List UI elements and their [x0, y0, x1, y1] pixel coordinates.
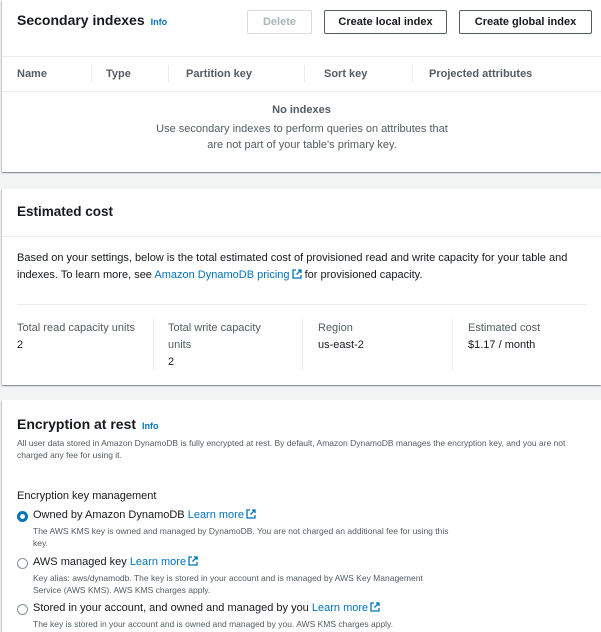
secondary-indexes-info-link[interactable]: Info	[150, 17, 168, 27]
total-write-capacity-value: 2	[168, 356, 175, 368]
external-link-icon	[370, 602, 380, 612]
option-title-text: Stored in your account, and owned and managed by you	[33, 602, 309, 614]
option-description: The AWS KMS key is owned and managed by DynamoDB. You are not charged an additional fee for using this key.	[33, 526, 449, 548]
radio-icon[interactable]	[17, 558, 28, 569]
learn-more-link-label[interactable]: Learn more	[129, 556, 187, 568]
option-description: The key is stored in your account and is owned and managed by you. AWS KMS charges apply.	[33, 619, 394, 629]
estimated-cost-header	[2, 189, 601, 237]
cost-desc-text: Based on your settings, below is the total estimated cost of provisioned read and write capacity for your table and indexes. To learn more, see	[17, 252, 568, 281]
column-divider	[304, 65, 305, 83]
encryption-header	[17, 416, 159, 432]
option-title	[33, 556, 198, 568]
region-column	[318, 320, 438, 354]
learn-more-link[interactable]	[130, 556, 198, 568]
column-header-sort-key[interactable]: Sort key	[324, 68, 368, 80]
option-description: Key alias: aws/dynamodb. The key is stored in your account and is managed by AWS Key Management Service (AWS KMS). AWS KMS charges apply.	[33, 573, 423, 595]
column-divider	[91, 65, 92, 83]
column-divider	[153, 319, 154, 371]
secondary-indexes-title: Secondary indexes	[17, 12, 145, 28]
column-header-name[interactable]: Name	[17, 68, 47, 80]
column-header-type[interactable]: Type	[106, 68, 131, 80]
region-value: us-east-2	[318, 339, 364, 351]
column-divider	[452, 319, 453, 371]
option-title-text: AWS managed key	[33, 556, 127, 568]
delete-button[interactable]: Delete	[247, 10, 312, 34]
column-divider	[412, 65, 413, 83]
estimated-cost-label: Estimated cost	[468, 322, 541, 334]
radio-icon-selected[interactable]	[17, 511, 28, 522]
secondary-indexes-header	[17, 12, 167, 28]
create-global-index-button[interactable]: Create global index	[459, 10, 592, 34]
option-title	[33, 509, 256, 521]
external-link-icon	[188, 556, 198, 566]
encryption-title: Encryption at rest	[17, 416, 137, 432]
estimated-cost-panel	[2, 189, 601, 385]
create-local-index-button[interactable]: Create local index	[324, 10, 447, 34]
external-link-icon	[246, 509, 256, 519]
indexes-table-header	[2, 56, 601, 92]
dynamodb-pricing-link-label[interactable]: Amazon DynamoDB pricing	[154, 269, 290, 281]
empty-state-description: Use secondary indexes to perform queries on attributes that are not part of your table's primary key.	[156, 123, 448, 151]
estimated-cost-description	[17, 250, 577, 284]
estimated-cost-value: $1.17 / month	[468, 339, 536, 351]
radio-icon[interactable]	[17, 604, 28, 615]
external-link-icon	[292, 269, 302, 279]
encryption-key-management-label: Encryption key management	[17, 490, 157, 502]
learn-more-link-label[interactable]: Learn more	[187, 509, 244, 521]
column-divider	[302, 319, 303, 371]
estimated-cost-column	[468, 320, 588, 354]
cost-divider	[17, 304, 587, 305]
encryption-at-rest-panel	[2, 400, 601, 632]
column-header-projected-attributes[interactable]: Projected attributes	[429, 68, 533, 80]
encryption-description: All user data stored in Amazon DynamoDB is fully encrypted at rest. By default, Amazon DynamoDB manages the encryption key, and you are not charged any fee for using it.	[17, 438, 566, 460]
learn-more-link-label[interactable]: Learn more	[311, 602, 369, 614]
cost-desc-text-end: for provisioned capacity.	[301, 269, 423, 281]
total-read-capacity-label: Total read capacity units	[17, 322, 136, 334]
dynamodb-pricing-link[interactable]	[154, 269, 301, 281]
encryption-info-link[interactable]: Info	[142, 421, 159, 431]
column-header-partition-key[interactable]: Partition key	[186, 68, 253, 80]
total-write-capacity-column	[168, 320, 278, 371]
option-title-text: Owned by Amazon DynamoDB	[33, 509, 185, 521]
option-title	[33, 602, 380, 614]
learn-more-link[interactable]	[312, 602, 380, 614]
estimated-cost-title: Estimated cost	[17, 204, 114, 219]
secondary-indexes-panel	[2, 0, 601, 172]
total-read-capacity-column	[17, 320, 142, 354]
total-read-capacity-value: 2	[17, 339, 24, 351]
empty-state-title: No indexes	[272, 104, 331, 116]
learn-more-link[interactable]	[188, 509, 256, 521]
column-divider	[168, 65, 169, 83]
region-label: Region	[318, 322, 353, 334]
total-write-capacity-label: Total write capacity units	[168, 322, 261, 351]
